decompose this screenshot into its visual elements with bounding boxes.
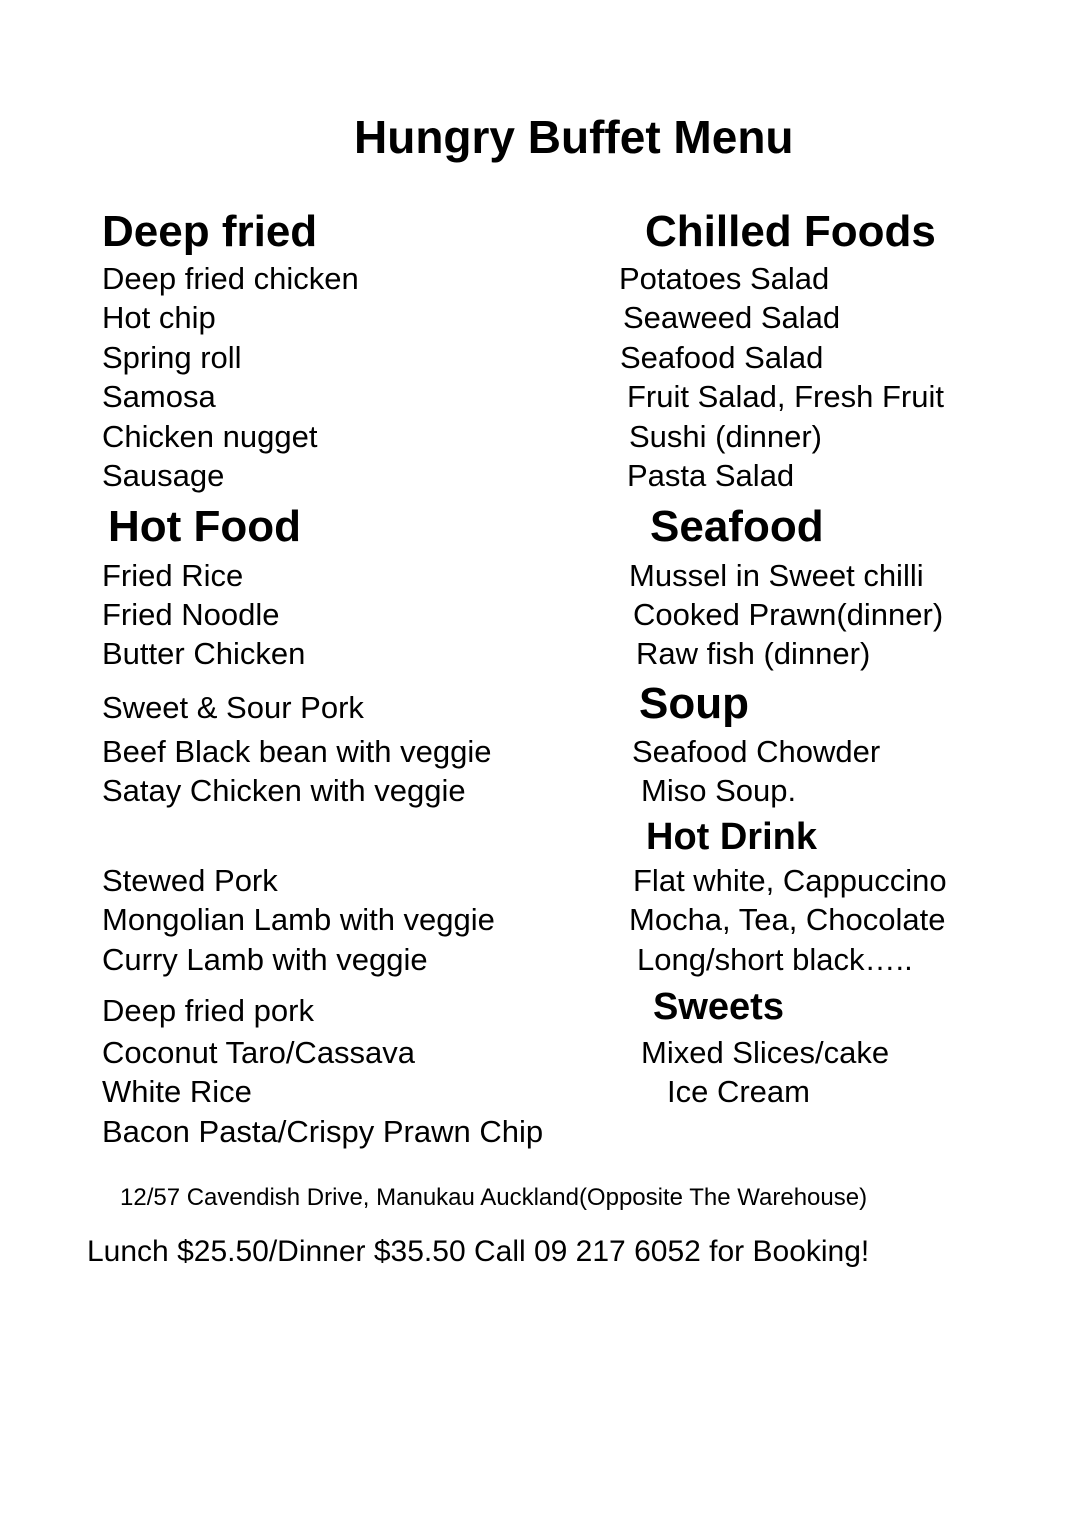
menu-item: Flat white, Cappuccino	[633, 863, 947, 898]
menu-item: Seaweed Salad	[623, 300, 841, 335]
menu-item: Deep fried chicken	[102, 261, 359, 296]
menu-item: Mongolian Lamb with veggie	[102, 902, 495, 937]
menu-item: Fried Noodle	[102, 597, 280, 632]
section-heading-deep-fried: Deep fried	[102, 207, 318, 256]
menu-item: Deep fried pork	[102, 993, 314, 1028]
menu-item: Long/short black…..	[637, 942, 913, 977]
section-heading-soup: Soup	[639, 679, 749, 728]
menu-item: Satay Chicken with veggie	[102, 773, 466, 808]
section-heading-hot-drink: Hot Drink	[646, 816, 817, 858]
section-heading-hot-food: Hot Food	[108, 502, 302, 551]
menu-item: Hot chip	[102, 300, 216, 335]
menu-item: Mussel in Sweet chilli	[629, 558, 924, 593]
menu-item: Sweet & Sour Pork	[102, 690, 364, 725]
menu-item: Seafood Chowder	[632, 734, 881, 769]
menu-item: Stewed Pork	[102, 863, 278, 898]
menu-item: Miso Soup.	[641, 773, 797, 808]
menu-item: Bacon Pasta/Crispy Prawn Chip	[102, 1114, 544, 1149]
menu-item: Beef Black bean with veggie	[102, 734, 492, 769]
menu-item: Cooked Prawn(dinner)	[633, 597, 944, 632]
menu-item: Potatoes Salad	[619, 261, 830, 296]
menu-item: Ice Cream	[667, 1074, 810, 1109]
section-heading-seafood: Seafood	[650, 502, 824, 551]
menu-item: Mixed Slices/cake	[641, 1035, 890, 1070]
menu-item: Raw fish (dinner)	[636, 636, 871, 671]
menu-item: Spring roll	[102, 340, 242, 375]
menu-title: Hungry Buffet Menu	[354, 111, 794, 163]
address: 12/57 Cavendish Drive, Manukau Auckland(Opposite The Warehouse)	[120, 1184, 868, 1211]
menu-item: Seafood Salad	[620, 340, 824, 375]
menu-item: Curry Lamb with veggie	[102, 942, 428, 977]
menu-item: Coconut Taro/Cassava	[102, 1035, 416, 1070]
menu-item: Sushi (dinner)	[629, 419, 822, 454]
section-heading-chilled-foods: Chilled Foods	[645, 207, 936, 256]
menu-item: Samosa	[102, 379, 216, 414]
menu-item: Sausage	[102, 458, 225, 493]
menu-item: Pasta Salad	[627, 458, 795, 493]
menu-item: Chicken nugget	[102, 419, 318, 454]
menu-item: Fried Rice	[102, 558, 244, 593]
menu-item: Mocha, Tea, Chocolate	[629, 902, 946, 937]
menu-item: Butter Chicken	[102, 636, 306, 671]
menu-item: Fruit Salad, Fresh Fruit	[627, 379, 944, 414]
section-heading-sweets: Sweets	[653, 986, 784, 1028]
pricing-booking-footer: Lunch $25.50/Dinner $35.50 Call 09 217 6052 for Booking!	[87, 1235, 870, 1268]
menu-item: White Rice	[102, 1074, 252, 1109]
